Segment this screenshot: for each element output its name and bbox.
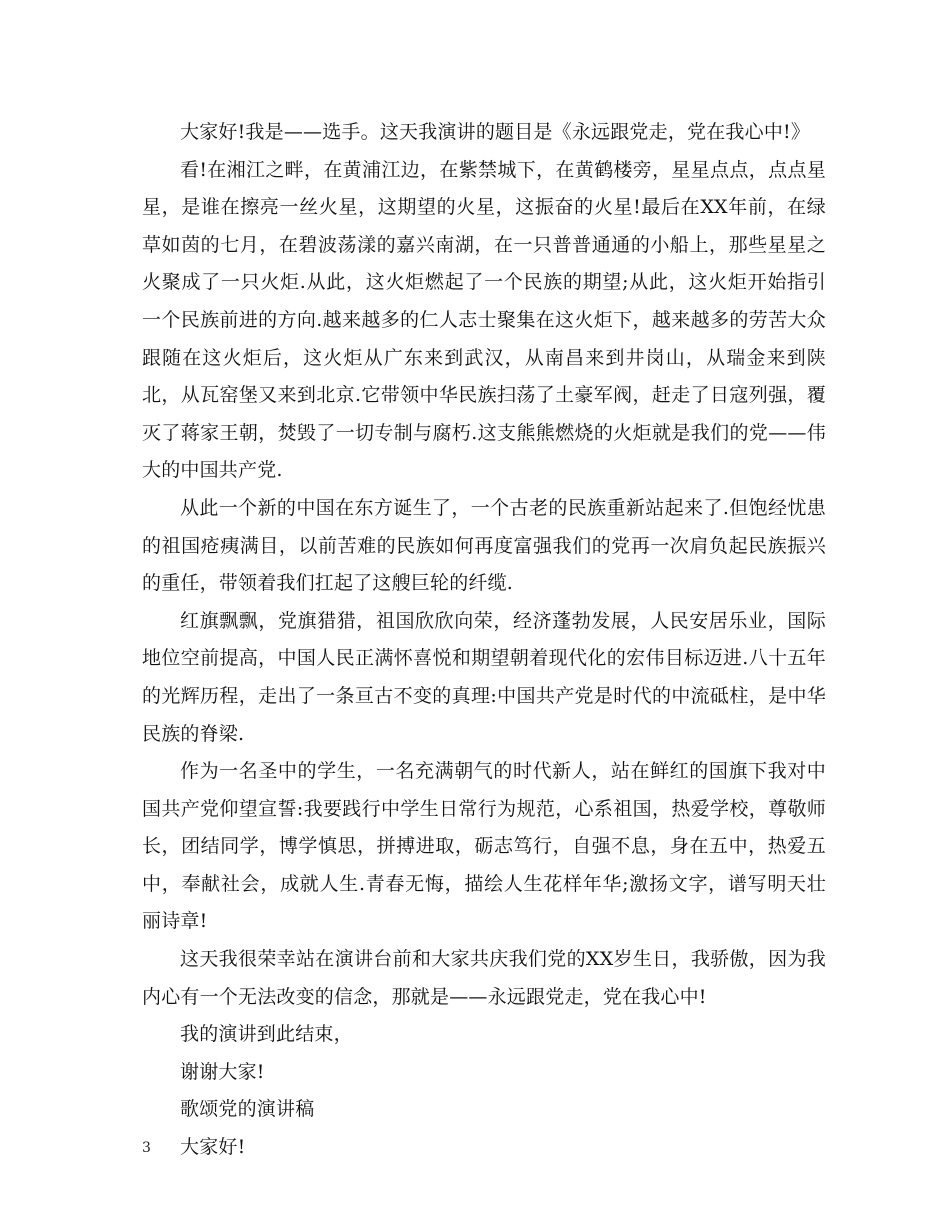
paragraph-red-flag: 红旗飘飘，党旗猎猎，祖国欣欣向荣，经济蓬勃发展，人民安居乐业，国际地位空前提高，中国人民正满怀喜悦和期望朝着现代化的宏伟目标迈进.八十五年的光辉历程，走出了一条亘古不变的真理:中国共产党是时代的中流砥柱，是中华民族的脊梁. xyxy=(142,609,826,745)
paragraph-next-title: 歌颂党的演讲稿 xyxy=(180,1098,315,1121)
document-body xyxy=(142,114,826,1167)
paragraph-new-china: 从此一个新的中国在东方诞生了，一个古老的民族重新站起来了.但饱经忧患的祖国疮痍满目，以前苦难的民族如何再度富强我们的党再一次肩负起民族振兴的重任，带领着我们扛起了这艘巨轮的纤缆. xyxy=(142,496,826,595)
paragraph-thanks: 谢谢大家! xyxy=(180,1060,265,1083)
paragraph-celebration: 这天我很荣幸站在演讲台前和大家共庆我们党的XX岁生日，我骄傲，因为我内心有一个无法改变的信念，那就是——永远跟党走，党在我心中! xyxy=(142,948,826,1008)
paragraph-greeting: 大家好!我是——选手。这天我演讲的题目是《永远跟党走，党在我心中!》 xyxy=(180,121,811,143)
paragraph-next-greeting: 大家好! xyxy=(180,1136,246,1159)
paragraph-closing: 我的演讲到此结束， xyxy=(180,1023,353,1046)
page-number: 3 xyxy=(142,1140,151,1156)
paragraph-torch: 看!在湘江之畔，在黄浦江边，在紫禁城下，在黄鹤楼旁，星星点点，点点星星，是谁在擦亮一丝火星，这期望的火星，这振奋的火星!最后在XX年前，在绿草如茵的七月，在碧波荡漾的嘉兴南湖，在一只普普通通的小船上，那些星星之火聚成了一只火炬.从此，这火炬燃起了一个民族的期望;从此，这火炬开始指引一个民族前进的方向.越来越多的仁人志士聚集在这火炬下，越来越多的劳苦大众跟随在这火炬后，这火炬从广东来到武汉，从南昌来到井岗山，从瑞金来到陕北，从瓦窑堡又来到北京.它带领中华民族扫荡了土豪军阀，赶走了日寇列强，覆灭了蒋家王朝，焚毁了一切专制与腐朽.这支熊熊燃烧的火炬就是我们的党——伟大的中国共产党. xyxy=(142,158,826,482)
paragraph-student-oath: 作为一名圣中的学生，一名充满朝气的时代新人，站在鲜红的国旗下我对中国共产党仰望宣誓:我要践行中学生日常行为规范，心系祖国，热爱学校，尊敬师长，团结同学，博学慎思，拼搏进取，砺志笃行，自强不息，身在五中，热爱五中，奉献社会，成就人生.青春无悔，描绘人生花样年华;激扬文字，谱写明天壮丽诗章! xyxy=(142,760,826,933)
